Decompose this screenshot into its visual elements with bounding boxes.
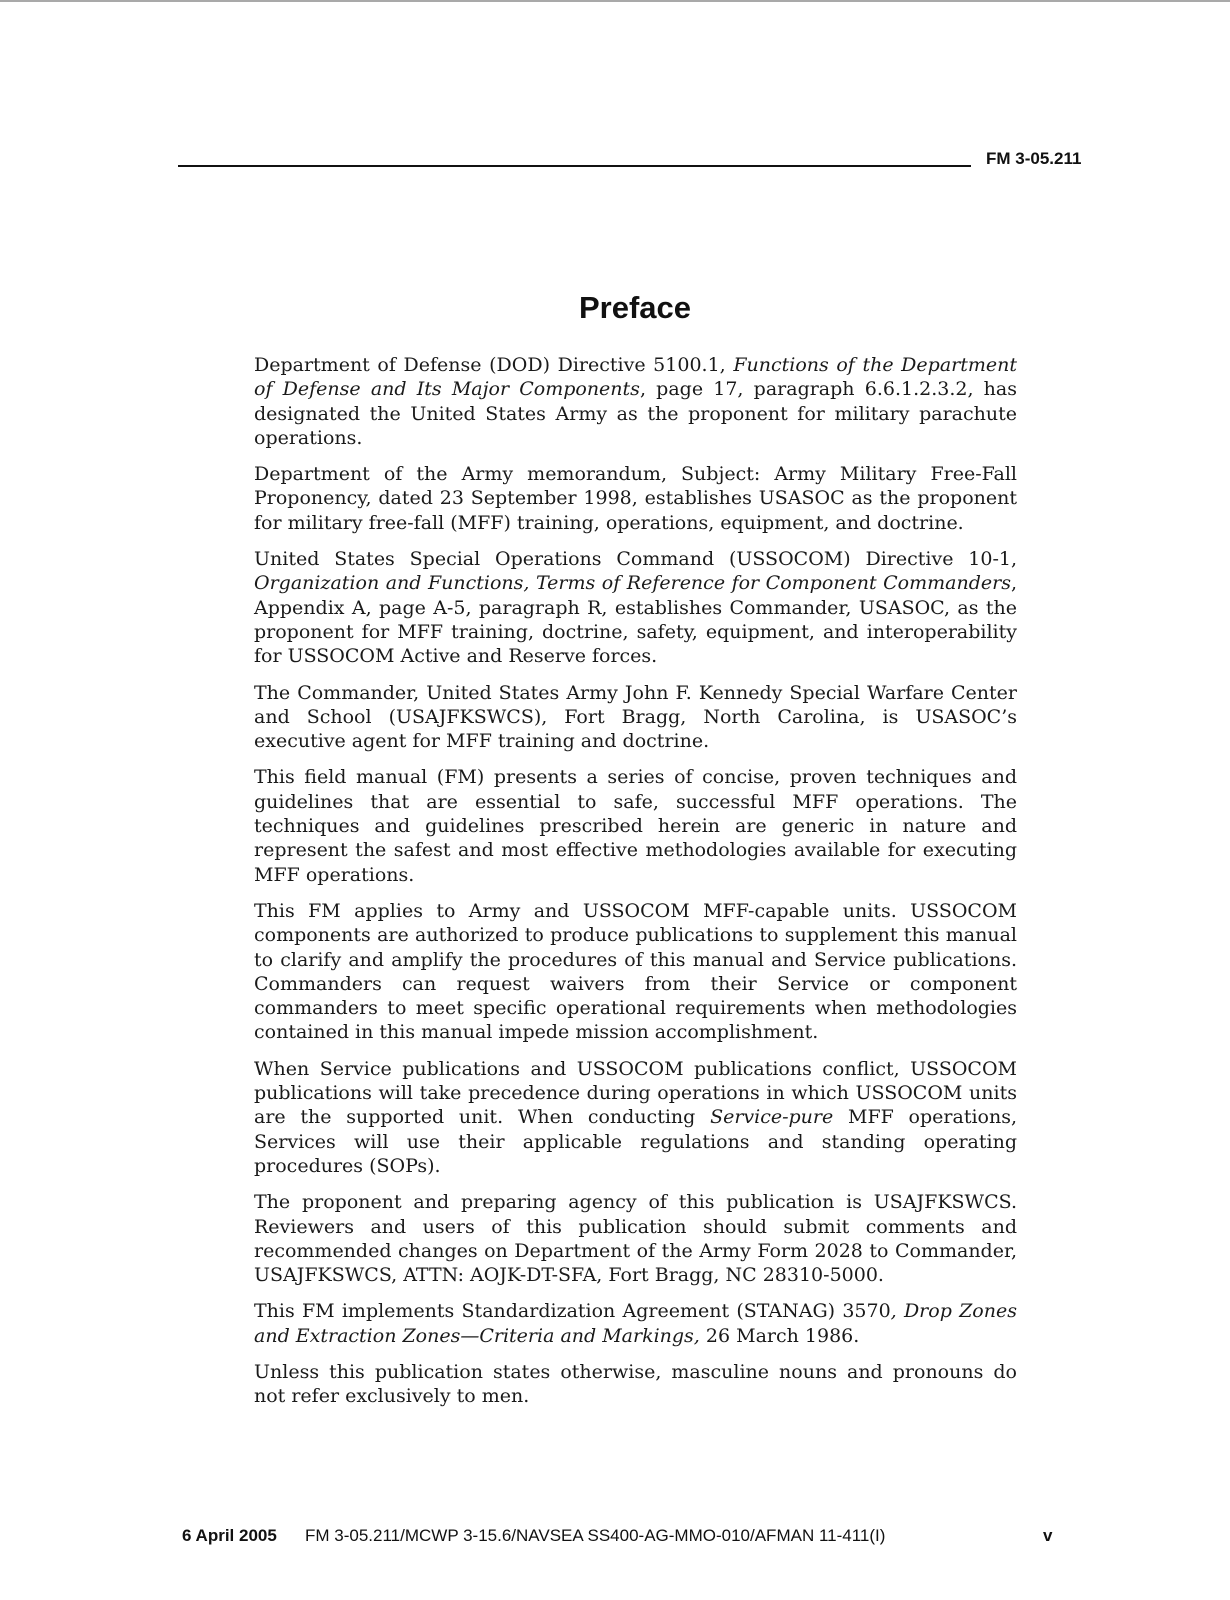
paragraph-run: Department of the Army memorandum, Subject: Army Military Free-Fall Proponency, dated 23 September 1998, establishes USASOC as the proponent for military free-fall (MFF) training, operations, equipment, and doctrine. — [254, 463, 1017, 534]
paragraph-run: 26 March 1986. — [699, 1324, 860, 1347]
preface-paragraph — [254, 1360, 1017, 1409]
footer-doc-codes: FM 3-05.211/MCWP 3-15.6/NAVSEA SS400-AG-MMO-010/AFMAN 11-411(I) — [305, 1526, 886, 1545]
preface-paragraph — [254, 1299, 1017, 1348]
paragraph-run: United States Special Operations Command (USSOCOM) Directive 10-1, — [254, 548, 1017, 571]
paragraph-run: Department of Defense (DOD) Directive 5100.1, — [254, 354, 734, 376]
header-doc-code: FM 3-05.211 — [986, 149, 1082, 168]
preface-paragraph — [254, 353, 1017, 450]
paragraph-run: When Service publications and USSOCOM publications conflict, USSOCOM publications will take precedence during operations in which USSOCOM units are the supported unit. When conducting — [254, 1057, 1017, 1129]
paragraph-run-italic: Organization and Functions, Terms of Reference for Component Commanders — [254, 572, 1011, 595]
paragraph-run: This field manual (FM) presents a series of concise, proven techniques and guidelines that are essential to safe, successful MFF operations. The techniques and guidelines prescribed herein are generic in nature and represent the safest and most effective methodologies available for executing MFF operations. — [254, 766, 1017, 886]
preface-paragraph — [254, 681, 1017, 754]
paragraph-run: This FM implements Standardization Agreement (STANAG) 3570 — [254, 1300, 891, 1323]
paragraph-run: The proponent and preparing agency of this publication is USAJFKSWCS. Reviewers and users of this publication should submit comments and recommended changes on Department of the Army Form 2028 to Commander, USAJFKSWCS, ATTN: AOJK-DT-SFA, Fort Bragg, NC 28310-5000. — [254, 1191, 1017, 1287]
preface-paragraph — [254, 462, 1017, 535]
header-rule — [178, 165, 971, 167]
paragraph-run: , page 17, paragraph 6.6.1.2.3.2, has designated the United States Army as the proponent for military parachute operations. — [254, 378, 1018, 449]
preface-paragraph — [254, 547, 1017, 668]
paragraph-run: The Commander, United States Army John F. Kennedy Special Warfare Center and School (USAJFKSWCS), Fort Bragg, North Carolina, is USASOC’s executive agent for MFF training and doctrine. — [254, 681, 1017, 753]
page-top-border — [0, 0, 1230, 2]
paragraph-run: , Appendix A, page A-5, paragraph R, establishes Commander, USASOC, as the proponent for MFF training, doctrine, safety, equipment, and interoperability for USSOCOM Active and Reserve forces. — [254, 572, 1017, 668]
page-title: Preface — [578, 290, 692, 325]
paragraph-run: MFF operations, Services will use their applicable regulations and standing operating procedures (SOPs). — [254, 1106, 1017, 1177]
paragraph-run: Unless this publication states otherwise, masculine nouns and pronouns do not refer exclusively to men. — [254, 1360, 1017, 1408]
preface-paragraph — [254, 1190, 1017, 1287]
footer-date: 6 April 2005 — [182, 1526, 277, 1545]
preface-paragraph — [254, 899, 1017, 1045]
paragraph-run: This FM applies to Army and USSOCOM MFF-capable units. USSOCOM components are authorized to produce publications to supplement this manual to clarify and amplify the procedures of this manual and Service publications. Commanders can request waivers from their Service or component commanders to meet specific operational requirements when methodologies contained in this manual impede mission accomplishment. — [254, 899, 1017, 1044]
preface-paragraph — [254, 1057, 1017, 1178]
paragraph-run-italic: , Drop Zones and Extraction Zones—Criteria and Markings, — [254, 1300, 1017, 1347]
footer-page-number: v — [1043, 1526, 1053, 1545]
paragraph-run-italic: Functions of the Department of Defense and Its Major Components — [254, 354, 1017, 401]
preface-body — [254, 353, 1017, 1421]
preface-paragraph — [254, 765, 1017, 886]
paragraph-run-italic: Service-pure — [710, 1106, 834, 1129]
